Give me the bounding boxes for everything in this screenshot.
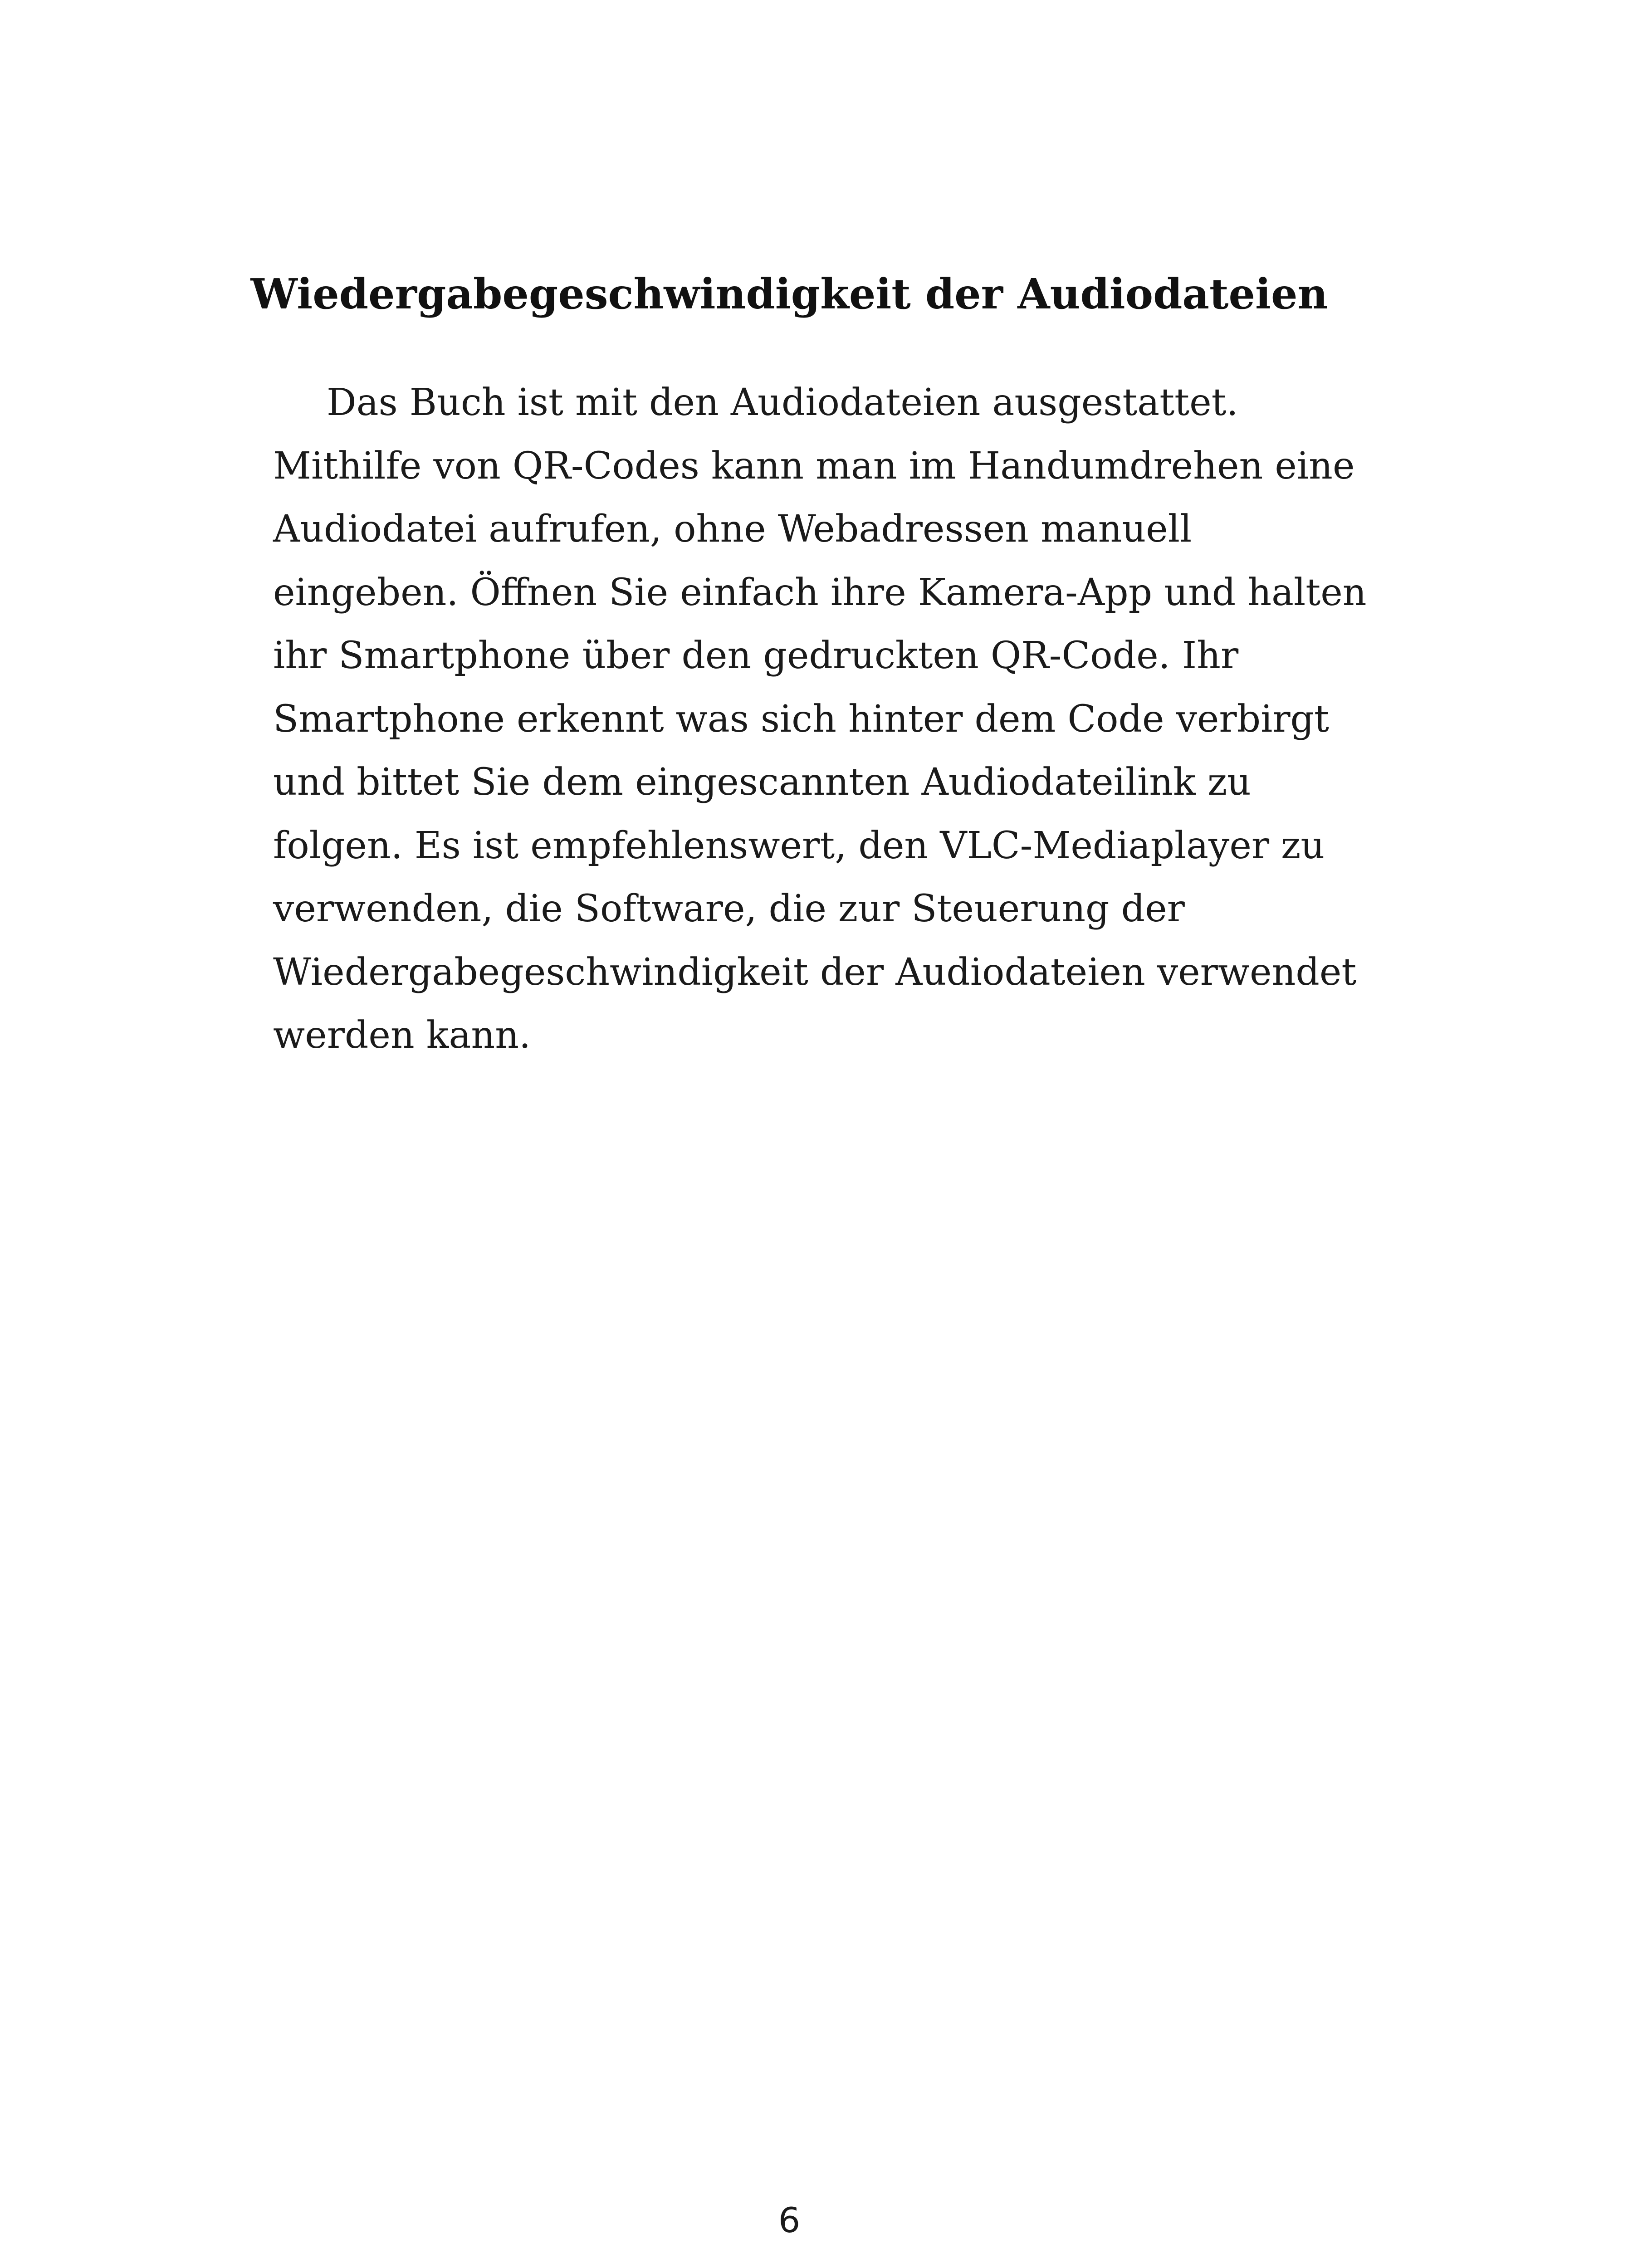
paragraph-line: Wiedergabegeschwindigkeit der Audiodateien verwendet: [273, 950, 1357, 994]
paragraph-line: folgen. Es ist empfehlenswert, den VLC-Mediaplayer zu: [273, 824, 1325, 867]
paragraph-line: verwenden, die Software, die zur Steuerung der: [273, 887, 1185, 930]
paragraph-line: und bittet Sie dem eingescannten Audiodateilink zu: [273, 761, 1251, 804]
paragraph-line: ihr Smartphone über den gedruckten QR-Code. Ihr: [273, 634, 1239, 677]
page-number: 6: [778, 2200, 801, 2240]
paragraph-line: Smartphone erkennt was sich hinter dem Code verbirgt: [273, 697, 1329, 741]
paragraph-line: Mithilfe von QR-Codes kann man im Handumdrehen eine: [273, 444, 1355, 488]
section-heading: Wiedergabegeschwindigkeit der Audiodateien: [250, 269, 1328, 318]
paragraph-line: eingeben. Öffnen Sie einfach ihre Kamera-App und halten: [273, 571, 1367, 614]
paragraph-line: Das Buch ist mit den Audiodateien ausgestattet.: [327, 381, 1238, 424]
body-paragraph: [273, 371, 1367, 1067]
paragraph-line: Audiodatei aufrufen, ohne Webadressen manuell: [273, 508, 1192, 551]
paragraph-line: werden kann.: [273, 1014, 531, 1057]
